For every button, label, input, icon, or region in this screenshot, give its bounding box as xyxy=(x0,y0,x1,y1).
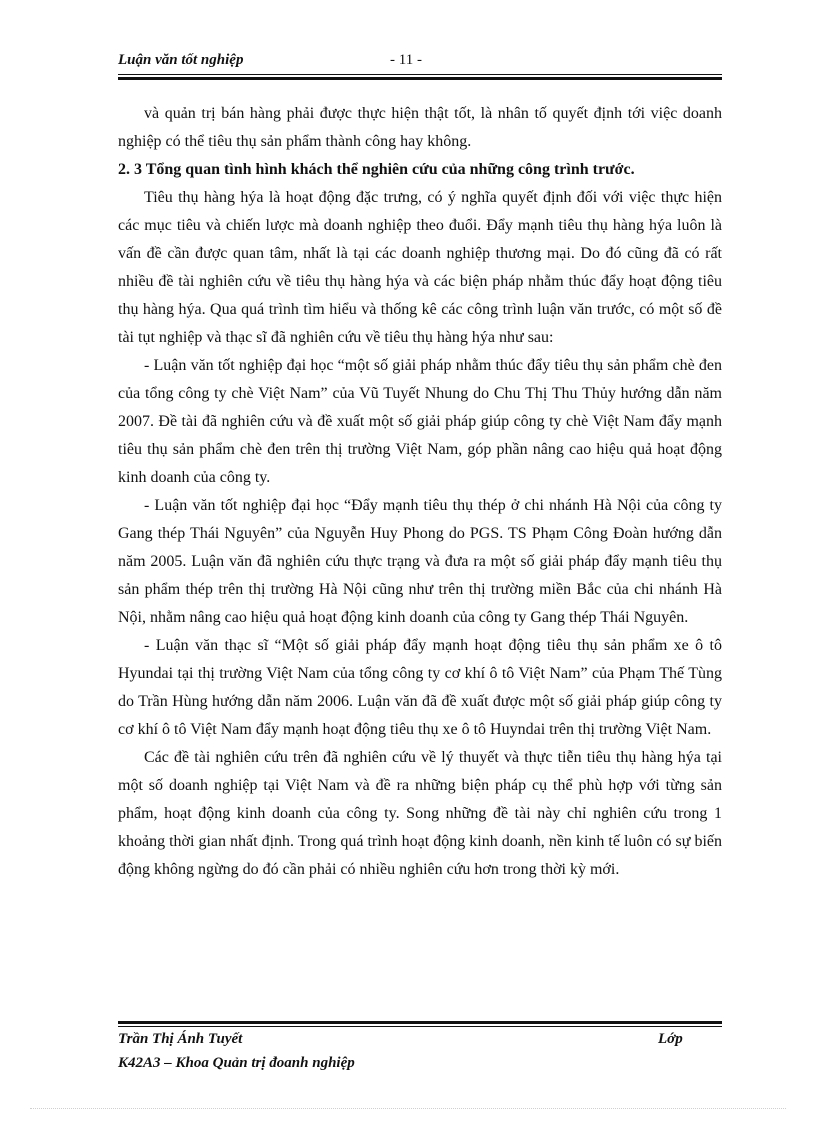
page-edge-divider xyxy=(30,1108,786,1109)
page-header xyxy=(118,52,722,76)
document-body xyxy=(118,100,722,884)
intro-paragraph: và quản trị bán hàng phải được thực hiện thật tốt, là nhân tố quyết định tới việc doanh nghiệp có thể tiêu thụ sản phẩm thành công hay không. xyxy=(118,105,722,150)
page-number: - 11 - xyxy=(390,52,422,68)
list-item: - Luận văn tốt nghiệp đại học “một số giải pháp nhằm thúc đẩy tiêu thụ sản phẩm chè đen của tổng công ty chè Việt Nam” của Vũ Tuyết Nhung do Chu Thị Thu Thủy hướng dẫn năm 2007. Đề tài đã nghiên cứu và đề xuất một số giải pháp giúp công ty chè Việt Nam đẩy mạnh tiêu thụ sản phẩm chè đen trên thị trường Việt Nam, góp phần nâng cao hiệu quả hoạt động kinh doanh của công ty. xyxy=(118,357,722,486)
list-item: - Luận văn tốt nghiệp đại học “Đẩy mạnh tiêu thụ thép ở chi nhánh Hà Nội của công ty Gang thép Thái Nguyên” của Nguyễn Huy Phong do PGS. TS Phạm Công Đoàn hướng dẫn năm 2005. Luận văn đã nghiên cứu thực trạng và đưa ra một số giải pháp đẩy mạnh tiêu thụ sản phẩm thép trên thị trường Hà Nội cũng như trên thị trường miền Bắc của chi nhánh Hà Nội, nhằm nâng cao hiệu quả hoạt động kinh doanh của công ty Gang thép Thái Nguyên. xyxy=(118,497,722,626)
footer-rule-thick xyxy=(118,1021,722,1024)
footer-author: Trần Thị Ánh Tuyết xyxy=(118,1031,243,1047)
footer-department: K42A3 – Khoa Quản trị đoanh nghiệp xyxy=(118,1055,355,1071)
footer-class-label: Lớp xyxy=(658,1031,683,1047)
section-heading: 2. 3 Tổng quan tình hình khách thể nghiên cứu của những công trình trước. xyxy=(118,161,635,178)
body-paragraph: Tiêu thụ hàng hýa là hoạt động đặc trưng, có ý nghĩa quyết định đối với việc thực hiện các mục tiêu và chiến lược mà doanh nghiệp theo đuổi. Đẩy mạnh tiêu thụ hàng hýa luôn là vấn đề cần được quan tâm, nhất là tại các doanh nghiệp thương mại. Do đó cũng đã có rất nhiều đề tài nghiên cứu về tiêu thụ hàng hýa và các biện pháp nhằm thúc đẩy hoạt động tiêu thụ hàng hýa. Qua quá trình tìm hiểu và thống kê các công trình luận văn trước, có một số đề tài tụt nghiệp và thạc sĩ đã nghiên cứu về tiêu thụ hàng hýa như sau: xyxy=(118,189,722,346)
header-title: Luận văn tốt nghiệp xyxy=(118,52,244,68)
closing-paragraph: Các đề tài nghiên cứu trên đã nghiên cứu về lý thuyết và thực tiễn tiêu thụ hàng hýa tại một số doanh nghiệp tại Việt Nam và đề ra những biện pháp cụ thể phù hợp với từng sản phẩm, hoạt động kinh doanh của công ty. Song những đề tài này chỉ nghiên cứu trong 1 khoảng thời gian nhất định. Trong quá trình hoạt động kinh doanh, nền kinh tế luôn có sự biến động không ngừng do đó cần phải có nhiều nghiên cứu hơn trong thời kỳ mới. xyxy=(118,749,722,878)
page-footer xyxy=(118,1027,722,1075)
footer-row-author xyxy=(118,1027,722,1051)
header-rule-thin xyxy=(118,74,722,75)
header-rule-thick xyxy=(118,77,722,80)
list-item: - Luận văn thạc sĩ “Một số giải pháp đẩy mạnh hoạt động tiêu thụ sản phẩm xe ô tô Hyundai tại thị trường Việt Nam của tổng công ty cơ khí ô tô Việt Nam” của Phạm Thế Tùng do Trần Hùng hướng dẫn năm 2006. Luận văn đã đề xuất được một số giải pháp giúp công ty cơ khí ô tô Việt Nam đẩy mạnh hoạt động tiêu thụ xe ô tô Huyndai trên thị trường Việt Nam. xyxy=(118,637,722,738)
footer-row-department xyxy=(118,1051,722,1075)
